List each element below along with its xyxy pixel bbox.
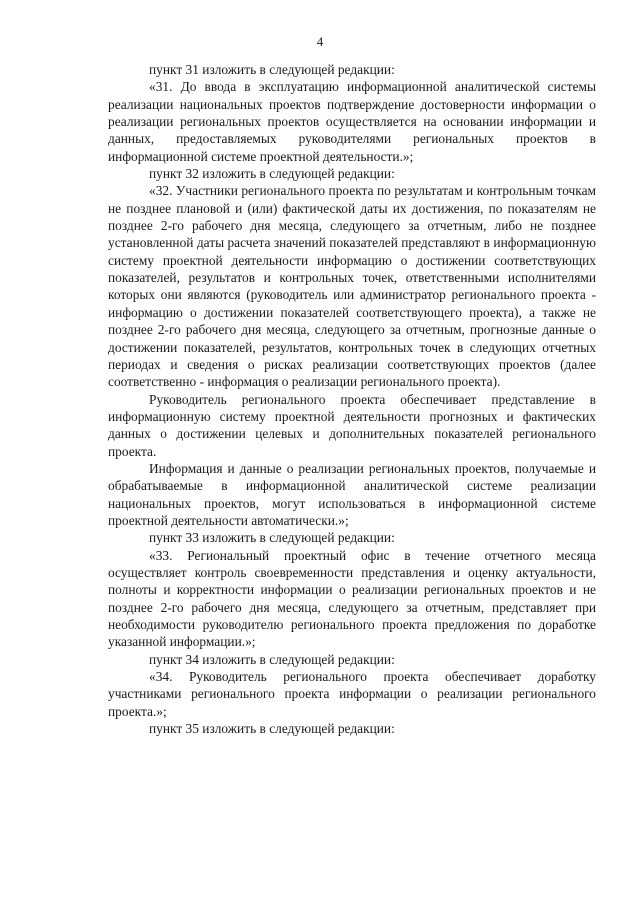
document-body (108, 61, 596, 737)
paragraph-item-32: «32. Участники регионального проекта по результатам и контрольным точкам не позднее плановой и (или) фактической даты их достижения, по показателям не позднее 2-го рабочего дня месяца, следующего за отчетным, либо не позднее установленной даты расчета значений показателей представляют в информационную систему проектной деятельности информацию о достижении соответствующих показателей, результатов и контрольных точек, ответственными исполнителями которых они являются (руководитель или администратор регионального проекта - информацию о достижении показателей соответствующего проекта), а также не позднее 2-го рабочего дня месяца, следующего за отчетным, прогнозные данные о достижении показателей, результатов, контрольных точек в следующих отчетных периодах и сведения о рисках реализации соответствующих проектов (далее соответственно - информация о реализации регионального проекта). (108, 183, 596, 390)
paragraph-instruction-35: пункт 35 изложить в следующей редакции: (149, 721, 395, 737)
paragraph-instruction-32: пункт 32 изложить в следующей редакции: (149, 166, 395, 182)
paragraph-item-34: «34. Руководитель регионального проекта обеспечивает доработку участниками регионального проекта информации о реализации регионального проекта.»; (108, 669, 596, 719)
paragraph-instruction-34: пункт 34 изложить в следующей редакции: (149, 651, 395, 667)
paragraph-item-31: «31. До ввода в эксплуатацию информационной аналитической системы реализации национальных проектов подтверждение достоверности информации о реализации региональных проектов осуществляется на основании информации и данных, предоставляемых руководителями региональных проектов в информационной системе проектной деятельности.»; (108, 79, 596, 164)
paragraph-item-32-part-3: Информация и данные о реализации региональных проектов, получаемые и обрабатываемые в информационной аналитической системе реализации национальных проектов, могут использоваться в информационной системе проектной деятельности автоматически.»; (108, 460, 596, 528)
paragraph-item-32-part-2: Руководитель регионального проекта обеспечивает представление в информационную систему проектной деятельности прогнозных и фактических данных о достижении целевых и дополнительных показателей регионального проекта. (108, 391, 596, 459)
page-number: 4 (316, 34, 324, 49)
paragraph-item-33: «33. Региональный проектный офис в течение отчетного месяца осуществляет контроль своевременности представления и оценку актуальности, полноты и корректности информации о реализации региональных проектов и не позднее 2-го рабочего дня месяца, следующего за отчетным, представляет при необходимости руководителю регионального проекта предложения по доработке указанной информации.»; (108, 547, 596, 650)
paragraph-instruction-33: пункт 33 изложить в следующей редакции: (149, 530, 395, 546)
paragraph-instruction-31: пункт 31 изложить в следующей редакции: (149, 62, 395, 77)
